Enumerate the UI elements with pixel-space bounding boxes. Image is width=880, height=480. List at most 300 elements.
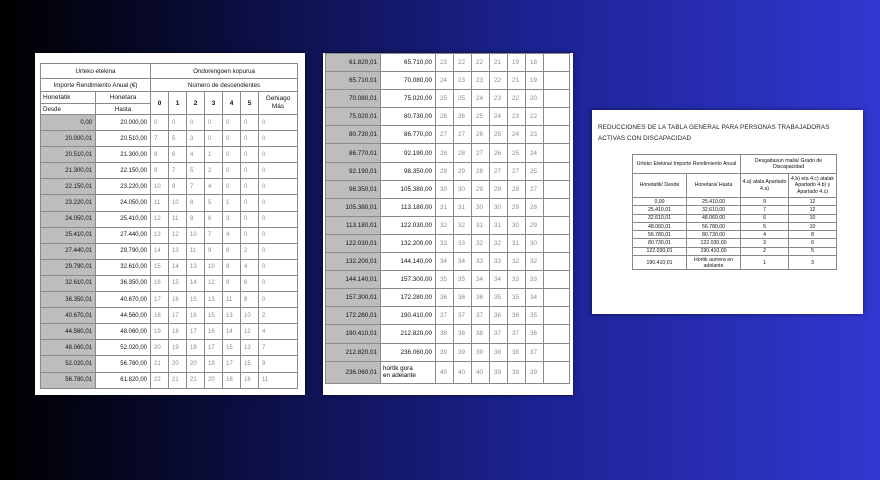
col-to-es: Hasta [96,104,151,115]
income-from: 0,00 [41,115,96,131]
reduction-value: 18 [205,356,223,372]
reduction-value: 31 [490,216,508,234]
reduction-value: 34 [472,271,490,289]
reduction-value: 21 [490,54,508,72]
reduction-value: 22 [490,72,508,90]
income-to: 23.220,00 [96,179,151,195]
reduction-value: 16 [151,275,169,291]
table-row [41,292,298,308]
reduction-value: 29 [454,162,472,180]
reduction-b: 10 [789,214,837,222]
income-to: 56.780,00 [687,222,741,230]
income-to: 44.560,00 [96,308,151,324]
reduction-value: 7 [169,163,187,179]
reduction-value: 14 [151,243,169,259]
table-row [633,222,837,230]
income-from: 61.820,01 [326,54,381,72]
reduction-value [544,198,570,216]
reduction-value: 4 [223,227,241,243]
reduction-value: 13 [223,308,241,324]
reduction-value: 6 [169,147,187,163]
income-from: 122.030,01 [326,234,381,252]
reduction-b: 12 [789,206,837,214]
reduction-value: 24 [508,126,526,144]
table-row [41,147,298,163]
income-to: 172.280,00 [381,289,436,307]
reduction-value: 25 [526,162,544,180]
table-row [41,243,298,259]
reduction-value: 0 [259,131,298,147]
reduction-value: 12 [151,211,169,227]
reduction-value [544,144,570,162]
income-from: 32.610,01 [41,275,96,291]
reduction-a: 6 [741,214,789,222]
income-to: 29.790,00 [96,243,151,259]
income-to-open [381,361,436,383]
income-to: 52.020,00 [96,340,151,356]
reduction-value: 19 [151,324,169,340]
col-from-es: Desde [41,104,96,115]
income-from: 44.560,01 [41,324,96,340]
income-from: 25.410,01 [41,227,96,243]
reduction-value: 28 [454,144,472,162]
header-grade: Desgaitasun maila/ Grado de Discapacidad [741,155,837,174]
reduction-value: 8 [241,292,259,308]
income-to: 122.030,00 [687,239,741,247]
income-to: 20.000,00 [96,115,151,131]
income-to: 36.350,00 [96,275,151,291]
reduction-value: 20 [526,90,544,108]
reduction-value: 10 [169,195,187,211]
reduction-value [544,180,570,198]
reduction-value: 11 [169,211,187,227]
income-from: 20.000,01 [41,131,96,147]
reduction-value: 18 [169,324,187,340]
reduction-value: 17 [151,292,169,308]
reduction-value: 30 [454,180,472,198]
reduction-value: 27 [526,180,544,198]
income-from: 144.140,01 [326,271,381,289]
reduction-b: 10 [789,222,837,230]
reduction-value: 14 [187,275,205,291]
income-to: 25.410,00 [687,198,741,206]
reduction-value: 21 [187,372,205,388]
income-from: 56.780,01 [633,231,687,239]
income-from: 86.770,01 [326,144,381,162]
reduction-value: 29 [436,162,454,180]
reduction-value: 36 [454,289,472,307]
table-row [633,239,837,247]
income-from: 27.440,01 [41,243,96,259]
reduction-value: 6 [241,275,259,291]
reduction-value: 18 [223,372,241,388]
reduction-value: 25 [436,90,454,108]
header-apartado-a: 4.a) atala Apartado 4.a) [741,174,789,198]
reduction-value: 2 [241,243,259,259]
reduction-value: 10 [151,179,169,195]
income-from: 32.610,01 [633,214,687,222]
income-from: 122.030,01 [633,247,687,255]
reduction-value: 22 [454,54,472,72]
reduction-value: 12 [169,227,187,243]
table-row [41,259,298,275]
income-to: 190.410,00 [687,247,741,255]
reduction-value: 6 [223,243,241,259]
reduction-value: 32 [454,216,472,234]
reduction-value: 0 [259,147,298,163]
reduction-value: 1 [223,195,241,211]
income-to: 113.180,00 [381,198,436,216]
table-row [326,90,570,108]
reduction-value: 31 [454,198,472,216]
col-count-4: 4 [223,92,241,115]
col-from-eu: Honetatik [41,92,96,104]
col-count-1: 1 [169,92,187,115]
reduction-value: 37 [490,325,508,343]
reduction-value: 16 [241,372,259,388]
reduction-value: 25 [508,144,526,162]
reduction-value: 0 [259,195,298,211]
reduction-value: 14 [223,324,241,340]
reduction-value: 7 [187,179,205,195]
reduction-value: 7 [205,227,223,243]
reduction-value: 29 [472,180,490,198]
income-from: 157.300,01 [326,289,381,307]
reduction-b: 8 [789,231,837,239]
income-to: 80.730,00 [687,231,741,239]
reduction-value: 40 [454,361,472,383]
header-to: Honetara/ Hasta [687,174,741,198]
reduction-value: 0 [223,131,241,147]
reduction-value: 35 [508,289,526,307]
table-row [326,198,570,216]
reduction-value: 10 [205,259,223,275]
table-row [633,247,837,255]
reduction-value: 0 [223,115,241,131]
income-to: 86.770,00 [381,126,436,144]
income-from: 24.050,01 [41,211,96,227]
reduction-b: 6 [789,239,837,247]
income-from: 48.060,01 [633,222,687,230]
reduction-value: 37 [436,307,454,325]
reduction-value: 16 [169,292,187,308]
reduction-value: 35 [454,271,472,289]
disability-table-title: REDUCCIONES DE LA TABLA GENERAL PARA PERSONAS TRABAJADORAS ACTIVAS CON DISCAPACIDAD [598,124,830,142]
reduction-value: 39 [454,343,472,361]
reduction-value: 30 [526,234,544,252]
table-row [633,231,837,239]
reduction-value: 31 [436,198,454,216]
col-count-5: 5 [241,92,259,115]
reduction-value: 9 [223,275,241,291]
income-to: 40.670,00 [96,292,151,308]
reduction-value: 18 [187,340,205,356]
reduction-value: 25 [472,108,490,126]
reduction-value: 2 [205,163,223,179]
table-row [41,356,298,372]
reduction-value: 27 [490,162,508,180]
income-to: 27.440,00 [96,227,151,243]
table-row [326,343,570,361]
reduction-value: 0 [259,259,298,275]
reduction-value: 15 [187,292,205,308]
reduction-value: 5 [205,195,223,211]
reduction-value: 22 [151,372,169,388]
income-to: 190.410,00 [381,307,436,325]
table-row [326,180,570,198]
table-row [41,227,298,243]
table-row [41,324,298,340]
table-row [326,126,570,144]
income-from: 80.730,01 [633,239,687,247]
table-row [41,195,298,211]
reduction-value: 1 [205,147,223,163]
reduction-value: 23 [526,126,544,144]
header-apartado-b: 4.b) eta 4.c) atalak Apartado 4.b) y Apartado 4.c) [789,174,837,198]
income-from: 75.020,01 [326,108,381,126]
reduction-value [544,126,570,144]
reduction-value: 26 [454,108,472,126]
reduction-value [544,72,570,90]
reduction-value [544,361,570,383]
reduction-value: 0 [169,115,187,131]
reduction-value [544,162,570,180]
table-row [41,340,298,356]
col-more [259,92,298,115]
table-row [326,144,570,162]
reduction-value: 25 [490,126,508,144]
descendants-table-2 [325,53,570,384]
income-to: 212.820,00 [381,325,436,343]
income-to: 70.080,00 [381,72,436,90]
reduction-value: 0 [259,227,298,243]
income-to: 32.610,00 [96,259,151,275]
income-from: 172.280,01 [326,307,381,325]
reduction-value: 21 [169,372,187,388]
header-descendants-eu: Ondorengoen kopurua [151,64,298,79]
reduction-value: 9 [205,243,223,259]
reduction-value: 12 [241,324,259,340]
income-to: 21.300,00 [96,147,151,163]
income-to: 92.190,00 [381,144,436,162]
reduction-value: 0 [241,179,259,195]
table-row [326,253,570,271]
reduction-value: 18 [151,308,169,324]
reduction-value: 0 [259,115,298,131]
income-from: 22.150,01 [41,179,96,195]
reduction-value: 0 [241,195,259,211]
reduction-value: 4 [259,324,298,340]
income-to-open: Hortik aurrera en adelante [687,256,741,270]
reduction-value: 4 [205,179,223,195]
income-to: 61.820,00 [96,372,151,388]
income-to: 24.050,00 [96,195,151,211]
reduction-value [544,234,570,252]
reduction-value: 0 [187,115,205,131]
reduction-value: 32 [490,234,508,252]
reduction-value: 0 [241,211,259,227]
open-end-es: en adelante [383,372,416,380]
reduction-value [544,253,570,271]
reduction-value: 0 [223,163,241,179]
reduction-value: 15 [169,275,187,291]
reduction-value: 35 [526,307,544,325]
open-end-eu: hortik gora [383,365,413,373]
reduction-value: 26 [490,144,508,162]
reduction-value: 19 [508,54,526,72]
income-from: 190.410,01 [326,325,381,343]
table-row [326,325,570,343]
table-page-1 [35,53,305,395]
reduction-value: 2 [259,308,298,324]
reduction-value: 0 [151,115,169,131]
reduction-value: 28 [472,162,490,180]
reduction-value: 23 [508,108,526,126]
reduction-value: 25 [454,90,472,108]
disability-table [632,154,837,270]
col-count-3: 3 [205,92,223,115]
reduction-a: 1 [741,256,789,270]
reduction-value: 10 [241,308,259,324]
income-from: 92.190,01 [326,162,381,180]
reduction-value: 23 [454,72,472,90]
reduction-value: 20 [205,372,223,388]
income-to: 80.730,00 [381,108,436,126]
table-row [41,211,298,227]
table-row [633,214,837,222]
reduction-value: 37 [472,307,490,325]
income-to: 25.410,00 [96,211,151,227]
table-row [326,216,570,234]
reduction-value: 28 [508,180,526,198]
col-count-0: 0 [151,92,169,115]
income-to: 157.300,00 [381,271,436,289]
reduction-value [544,90,570,108]
descendants-table-1 [40,63,298,389]
income-from: 113.180,01 [326,216,381,234]
income-from: 190.410,01 [633,256,687,270]
reduction-value: 6 [205,211,223,227]
reduction-value: 38 [508,343,526,361]
reduction-value: 9 [259,356,298,372]
header-from: Honetatik/ Desde [633,174,687,198]
reduction-value: 0 [241,227,259,243]
table-row [41,163,298,179]
reduction-value: 35 [490,289,508,307]
income-to: 75.020,00 [381,90,436,108]
reduction-value: 0 [223,147,241,163]
reduction-value: 24 [472,90,490,108]
table-row [41,275,298,291]
reduction-value: 11 [259,372,298,388]
reduction-value: 34 [454,253,472,271]
header-income-es: Importe Rendimiento Anual (€) [41,79,151,92]
reduction-value: 36 [526,325,544,343]
reduction-value: 0 [259,211,298,227]
reduction-value: 4 [241,259,259,275]
reduction-a: 7 [741,206,789,214]
reduction-value: 38 [490,343,508,361]
reduction-value: 30 [472,198,490,216]
reduction-value: 13 [205,292,223,308]
reduction-value [544,343,570,361]
reduction-value: 39 [490,361,508,383]
reduction-value: 20 [187,356,205,372]
reduction-value: 26 [436,108,454,126]
reduction-b: 3 [789,256,837,270]
reduction-value: 3 [223,211,241,227]
reduction-value: 33 [472,253,490,271]
col-more-es: Más [271,103,285,110]
income-from: 132.200,01 [326,253,381,271]
reduction-value [544,325,570,343]
reduction-value: 30 [508,216,526,234]
income-from: 56.780,01 [41,372,96,388]
reduction-a: 4 [741,231,789,239]
reduction-b: 12 [789,198,837,206]
table-row [633,206,837,214]
table-row [326,162,570,180]
reduction-value: 8 [187,195,205,211]
table-row [41,131,298,147]
reduction-value: 32 [508,253,526,271]
reduction-value: 31 [508,234,526,252]
reduction-value: 39 [508,361,526,383]
reduction-value: 0 [259,275,298,291]
reduction-a: 2 [741,247,789,255]
reduction-value: 0 [259,163,298,179]
reduction-value: 39 [472,343,490,361]
header-descendants-es: Número de descendientes [151,79,298,92]
reduction-value: 0 [259,243,298,259]
reduction-value: 27 [454,126,472,144]
reduction-value: 13 [169,243,187,259]
reduction-value: 29 [508,198,526,216]
reduction-value: 15 [223,340,241,356]
table-row [326,72,570,90]
reduction-value: 24 [526,144,544,162]
reduction-value: 16 [187,308,205,324]
reduction-value: 16 [205,324,223,340]
reduction-value: 33 [526,271,544,289]
reduction-value: 40 [472,361,490,383]
reduction-value [544,307,570,325]
reduction-value: 19 [526,72,544,90]
reduction-value [544,216,570,234]
reduction-value: 24 [490,108,508,126]
income-to: 20.510,00 [96,131,151,147]
reduction-value [544,271,570,289]
reduction-value: 36 [490,307,508,325]
income-from: 52.020,01 [41,356,96,372]
income-from: 105.380,01 [326,198,381,216]
reduction-value: 20 [169,356,187,372]
reduction-value: 20 [151,340,169,356]
reduction-value: 28 [526,198,544,216]
reduction-value: 35 [436,271,454,289]
income-from: 40.670,01 [41,308,96,324]
reduction-value: 0 [205,115,223,131]
reduction-value: 33 [436,234,454,252]
reduction-value: 33 [508,271,526,289]
table-row [326,307,570,325]
reduction-value: 7 [259,340,298,356]
income-from: 212.820,01 [326,343,381,361]
reduction-value: 37 [526,343,544,361]
income-from: 23.220,01 [41,195,96,211]
reduction-value: 39 [526,361,544,383]
reduction-value: 34 [436,253,454,271]
